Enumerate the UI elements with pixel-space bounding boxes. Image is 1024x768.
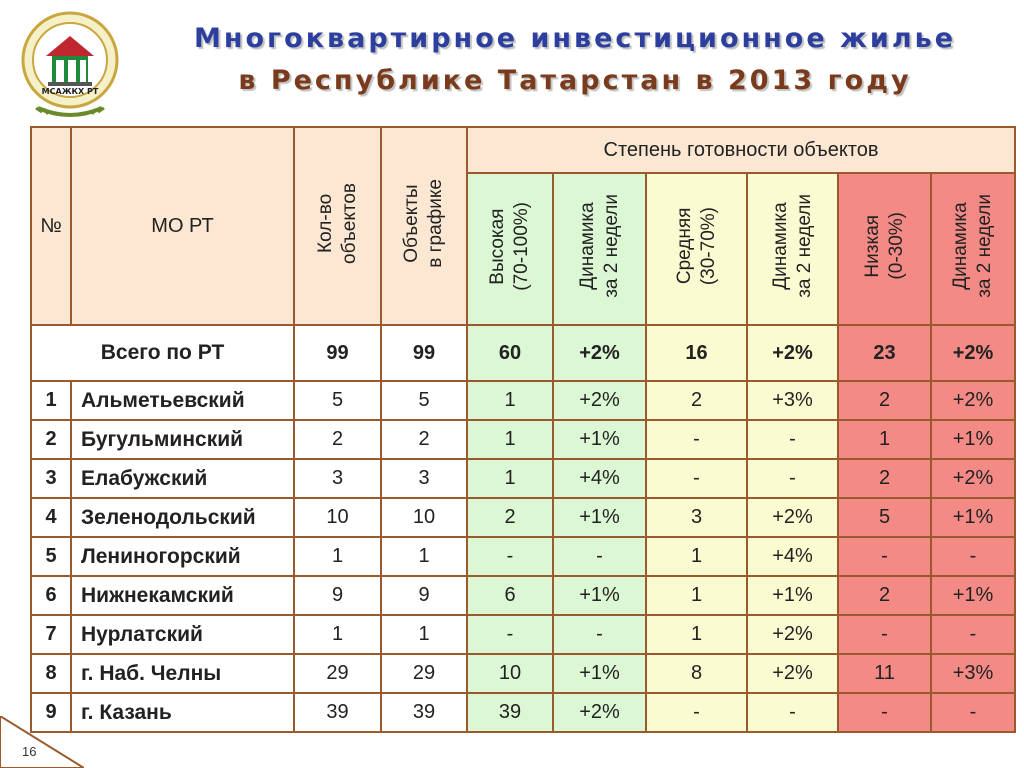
cell-dynamics-mid: +3%	[747, 381, 838, 420]
cell-low: 2	[838, 576, 931, 615]
header-high: Высокая (70-100%)	[467, 173, 553, 325]
svg-text:МСАЖКХ РТ: МСАЖКХ РТ	[41, 87, 99, 96]
cell-mid: 8	[646, 654, 747, 693]
header-count: Кол-во объектов	[294, 127, 381, 325]
cell-high: 10	[467, 654, 553, 693]
table-row	[31, 381, 1015, 420]
cell-schedule: 1	[381, 615, 467, 654]
cell-high: -	[467, 537, 553, 576]
cell-dynamics-low: +1%	[931, 498, 1015, 537]
row-number: 7	[31, 615, 71, 654]
header-dynamics-high: Динамика за 2 недели	[553, 173, 646, 325]
total-dynamics-low: +2%	[931, 325, 1015, 381]
municipality-name: Зеленодольский	[71, 498, 294, 537]
cell-low: -	[838, 693, 931, 732]
cell-high: 6	[467, 576, 553, 615]
row-number: 8	[31, 654, 71, 693]
header-no: №	[31, 127, 71, 325]
cell-low: 1	[838, 420, 931, 459]
cell-schedule: 29	[381, 654, 467, 693]
cell-dynamics-low: -	[931, 537, 1015, 576]
cell-count: 1	[294, 537, 381, 576]
cell-low: -	[838, 615, 931, 654]
cell-dynamics-high: +1%	[553, 498, 646, 537]
cell-dynamics-high: +1%	[553, 654, 646, 693]
total-mid: 16	[646, 325, 747, 381]
cell-high: 1	[467, 459, 553, 498]
cell-dynamics-high: +1%	[553, 576, 646, 615]
cell-dynamics-low: -	[931, 615, 1015, 654]
table-row	[31, 654, 1015, 693]
cell-schedule: 2	[381, 420, 467, 459]
cell-mid: -	[646, 459, 747, 498]
cell-dynamics-low: +1%	[931, 576, 1015, 615]
row-number: 5	[31, 537, 71, 576]
cell-mid: -	[646, 420, 747, 459]
organization-logo	[20, 10, 120, 122]
title-line-2: в Республике Татарстан в 2013 году	[238, 65, 912, 96]
cell-count: 39	[294, 693, 381, 732]
header-dynamics-low: Динамика за 2 недели	[931, 173, 1015, 325]
header-readiness: Степень готовности объектов	[467, 127, 1015, 173]
title-line-1: Многоквартирное инвестиционное жилье	[193, 23, 957, 54]
cell-high: 2	[467, 498, 553, 537]
cell-schedule: 9	[381, 576, 467, 615]
cell-count: 10	[294, 498, 381, 537]
cell-high: 1	[467, 420, 553, 459]
cell-count: 2	[294, 420, 381, 459]
total-dynamics-high: +2%	[553, 325, 646, 381]
cell-dynamics-mid: -	[747, 459, 838, 498]
cell-mid: -	[646, 693, 747, 732]
municipality-name: Лениногорский	[71, 537, 294, 576]
cell-dynamics-mid: +4%	[747, 537, 838, 576]
row-number: 9	[31, 693, 71, 732]
cell-count: 9	[294, 576, 381, 615]
header-schedule: Объекты в графике	[381, 127, 467, 325]
housing-readiness-table	[30, 126, 1016, 733]
row-number: 6	[31, 576, 71, 615]
cell-dynamics-high: +1%	[553, 420, 646, 459]
cell-dynamics-mid: -	[747, 420, 838, 459]
municipality-name: Нурлатский	[71, 615, 294, 654]
table-row	[31, 459, 1015, 498]
table-row	[31, 693, 1015, 732]
municipality-name: г. Казань	[71, 693, 294, 732]
cell-mid: 1	[646, 576, 747, 615]
table-row	[31, 498, 1015, 537]
cell-schedule: 3	[381, 459, 467, 498]
municipality-name: Елабужский	[71, 459, 294, 498]
cell-high: 1	[467, 381, 553, 420]
cell-count: 3	[294, 459, 381, 498]
cell-low: 2	[838, 381, 931, 420]
cell-low: -	[838, 537, 931, 576]
cell-dynamics-mid: +2%	[747, 498, 838, 537]
table-row	[31, 420, 1015, 459]
page-number: 16	[22, 744, 37, 759]
municipality-name: Бугульминский	[71, 420, 294, 459]
page-corner-decoration	[0, 716, 84, 768]
cell-dynamics-mid: +1%	[747, 576, 838, 615]
table-row	[31, 537, 1015, 576]
row-number: 4	[31, 498, 71, 537]
cell-count: 5	[294, 381, 381, 420]
total-high: 60	[467, 325, 553, 381]
cell-low: 11	[838, 654, 931, 693]
total-label: Всего по РТ	[31, 325, 294, 381]
total-count: 99	[294, 325, 381, 381]
cell-dynamics-high: +2%	[553, 381, 646, 420]
municipality-name: г. Наб. Челны	[71, 654, 294, 693]
table-row	[31, 615, 1015, 654]
table-row	[31, 576, 1015, 615]
cell-count: 1	[294, 615, 381, 654]
cell-dynamics-high: +2%	[553, 693, 646, 732]
row-number: 2	[31, 420, 71, 459]
header-mo: МО РТ	[71, 127, 294, 325]
cell-dynamics-low: +2%	[931, 381, 1015, 420]
total-dynamics-mid: +2%	[747, 325, 838, 381]
header-mid: Средняя (30-70%)	[646, 173, 747, 325]
cell-dynamics-low: +1%	[931, 420, 1015, 459]
municipality-name: Альметьевский	[71, 381, 294, 420]
cell-dynamics-mid: +2%	[747, 615, 838, 654]
cell-dynamics-low: +2%	[931, 459, 1015, 498]
cell-mid: 1	[646, 537, 747, 576]
cell-high: 39	[467, 693, 553, 732]
cell-low: 5	[838, 498, 931, 537]
header-low: Низкая (0-30%)	[838, 173, 931, 325]
total-schedule: 99	[381, 325, 467, 381]
cell-mid: 1	[646, 615, 747, 654]
cell-schedule: 39	[381, 693, 467, 732]
cell-dynamics-low: +3%	[931, 654, 1015, 693]
cell-low: 2	[838, 459, 931, 498]
cell-schedule: 1	[381, 537, 467, 576]
cell-dynamics-low: -	[931, 693, 1015, 732]
cell-mid: 2	[646, 381, 747, 420]
cell-dynamics-high: -	[553, 615, 646, 654]
total-low: 23	[838, 325, 931, 381]
header-row-1	[31, 127, 1015, 173]
cell-count: 29	[294, 654, 381, 693]
cell-dynamics-high: +4%	[553, 459, 646, 498]
cell-dynamics-mid: -	[747, 693, 838, 732]
row-number: 3	[31, 459, 71, 498]
row-number: 1	[31, 381, 71, 420]
municipality-name: Нижнекамский	[71, 576, 294, 615]
cell-schedule: 5	[381, 381, 467, 420]
slide-title	[140, 18, 1010, 102]
cell-schedule: 10	[381, 498, 467, 537]
total-row	[31, 325, 1015, 381]
header-dynamics-mid: Динамика за 2 недели	[747, 173, 838, 325]
cell-mid: 3	[646, 498, 747, 537]
cell-dynamics-high: -	[553, 537, 646, 576]
cell-high: -	[467, 615, 553, 654]
cell-dynamics-mid: +2%	[747, 654, 838, 693]
